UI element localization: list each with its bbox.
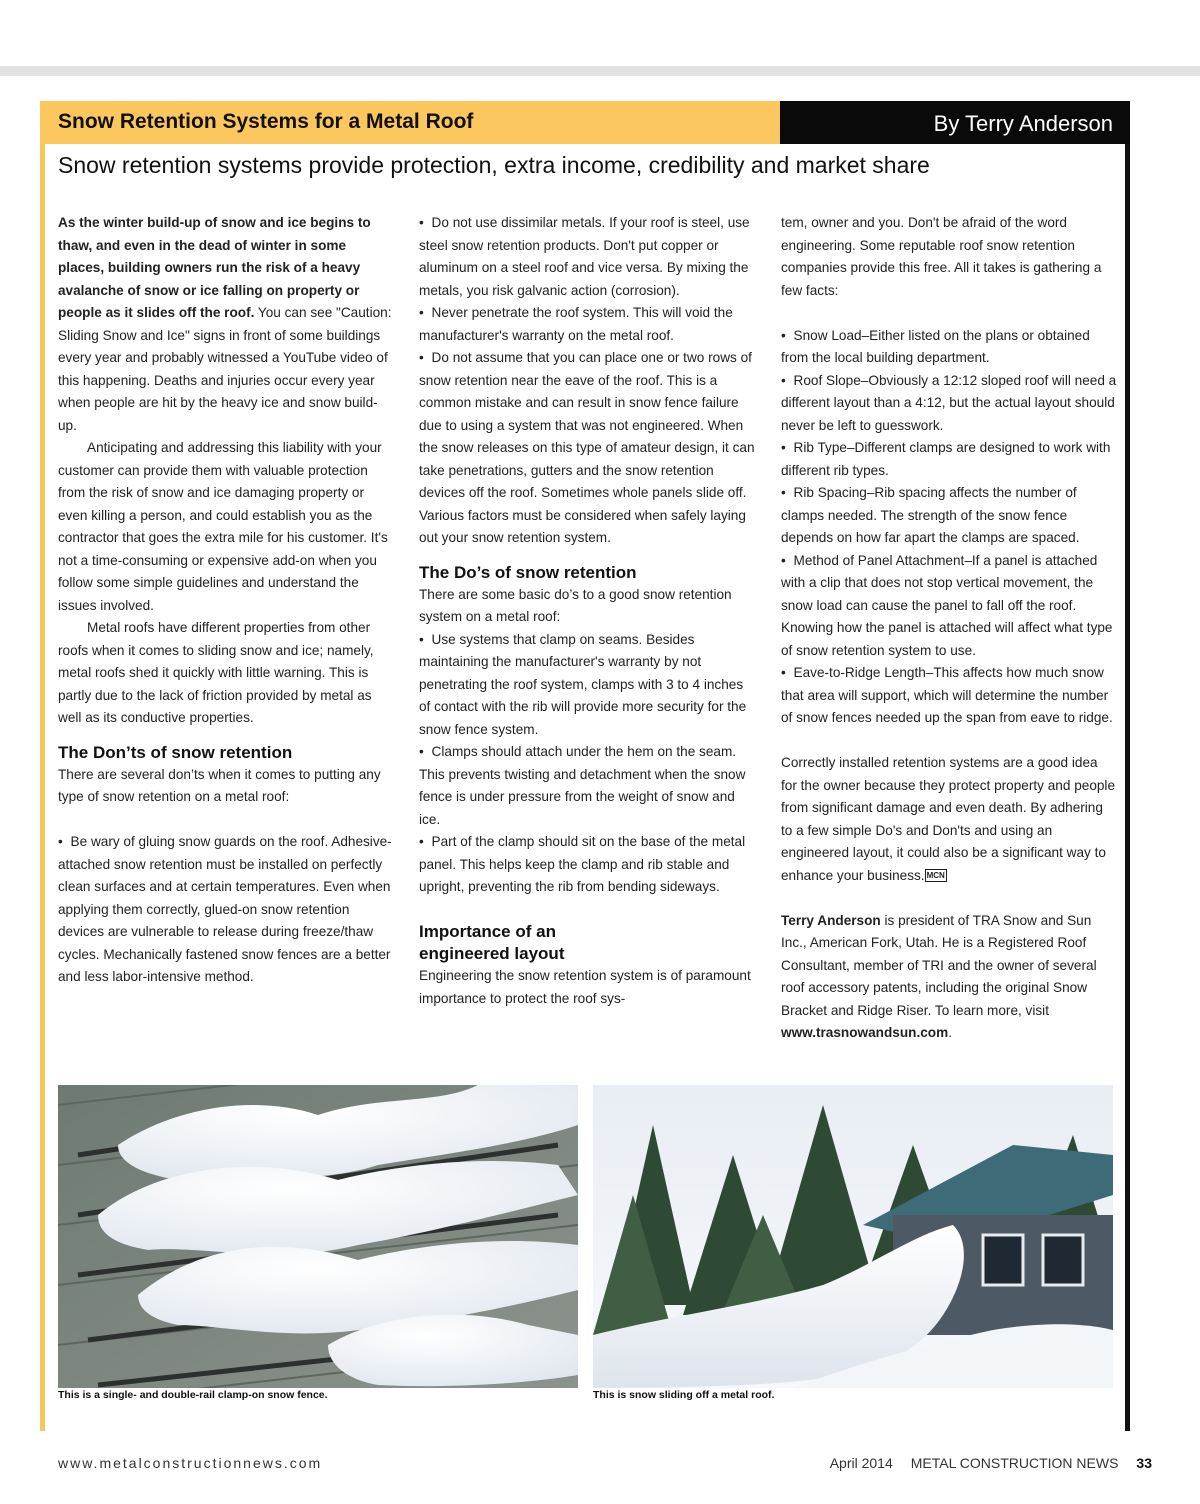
body-paragraph: Engineering the snow retention system is of paramount importance to protect the roof sys- (419, 968, 751, 1006)
list-item: • Be wary of gluing snow guards on the roof. Adhesive-attached snow retention must be installed on perfectly clean surfaces and at certain temperatures. Even when applying them correctly, glued-on snow retention devices are vulnerable to release during freeze/thaw cycles. Mechanically fastened snow fences are a better and less labor-intensive method. (58, 834, 392, 984)
page-number: 33 (1136, 1455, 1152, 1471)
photo-snow-sliding (593, 1085, 1113, 1388)
photo-snow-fence (58, 1085, 578, 1388)
column-3 (781, 212, 1117, 1045)
bullet-icon: • (419, 744, 424, 759)
bullet-icon: • (781, 440, 786, 455)
bullet-icon: • (419, 215, 424, 230)
author-website-link[interactable]: www.trasnowandsun.com (781, 1025, 949, 1040)
bullet-icon: • (58, 834, 63, 849)
byline: By Terry Anderson (933, 111, 1113, 136)
conclusion-paragraph: Correctly installed retention systems are a good idea for the owner because they protect property and people from significant damage and even death. By adhering to a few simple Do's and Don'ts and using an engineered layout, it could also be a significant way to enhance your business. MCN (781, 755, 1116, 883)
left-accent-rule (40, 101, 45, 1431)
article-subtitle: Snow retention systems provide protection, extra income, credibility and market share (58, 152, 930, 178)
footer-website[interactable]: www.metalconstructionnews.com (58, 1455, 323, 1471)
article-title: Snow Retention Systems for a Metal Roof (58, 110, 474, 133)
engineered-heading: Importance of an engineered layout (419, 922, 565, 963)
list-item: • Rib Type–Different clamps are designed to work with different rib types. (781, 440, 1111, 478)
body-paragraph: There are some basic do’s to a good snow retention system on a metal roof: (419, 586, 732, 624)
list-item: • Snow Load–Either listed on the plans or obtained from the local building department. (781, 327, 1090, 365)
list-item: • Use systems that clamp on seams. Besides maintaining the manufacturer's warranty by not penetrating the roof system, clamps with 3 to 4 inches of contact with the rib will provide more security for the snow fence system. (419, 631, 747, 737)
footer-info (830, 1455, 1152, 1471)
author-bio: Terry Anderson is president of TRA Snow and Sun Inc., American Fork, Utah. He is a Registered Roof Consultant, member of TRI and the owner of several roof accessory patents, including the original Snow Bracket and Ridge Riser. To learn more, visit www.trasnowandsun.com. (781, 912, 1097, 1040)
lead-bold-text: As the winter build-up of snow and ice begins to thaw, and even in the dead of winter in some places, building owners run the risk of a heavy avalanche of snow or ice falling on property or people as it slides off the roof. (58, 215, 371, 320)
photo-caption: This is a single- and double-rail clamp-on snow fence. (58, 1389, 328, 1401)
bullet-icon: • (781, 327, 786, 343)
bullet-icon: • (419, 631, 424, 647)
issue-date: April 2014 (829, 1455, 893, 1471)
body-paragraph: There are several don’ts when it comes to putting any type of snow retention on a metal roof: (58, 766, 381, 804)
list-item: • Rib Spacing–Rib spacing affects the number of clamps needed. The strength of the snow fence depends on how far apart the clamps are spaced. (781, 485, 1080, 545)
body-paragraph: Metal roofs have different properties from other roofs when it comes to sliding snow and ice; namely, metal roofs shed it quickly with little warning. This is partly due to the lack of friction provided by metal as well as its conductive properties. (58, 620, 374, 725)
bullet-icon: • (781, 665, 786, 680)
list-item: • Do not use dissimilar metals. If your roof is steel, use steel snow retention products. Don't put copper or aluminum on a steel roof and vice versa. By mixing the metals, you risk galvanic action (corrosion). (419, 215, 750, 298)
list-item: • Clamps should attach under the hem on the seam. This prevents twisting and detachment when the snow fence is under pressure from the weight of snow and ice. (419, 744, 746, 827)
photo-caption: This is snow sliding off a metal roof. (593, 1389, 775, 1401)
list-item: • Do not assume that you can place one or two rows of snow retention near the eave of the roof. This is a common mistake and can result in snow fence failure due to using a system that was not engineered. When the snow releases on this type of amateur design, it can take penetrations, gutters and the snow retention devices off the roof. Sometimes whole panels slide off. Various factors must be considered when safely laying out your snow retention system. (419, 350, 755, 545)
column-1 (58, 212, 394, 989)
bullet-icon: • (419, 305, 424, 320)
bullet-icon: • (419, 834, 424, 849)
bullet-icon: • (419, 350, 424, 365)
bullet-icon: • (781, 485, 786, 500)
list-item: • Eave-to-Ridge Length–This affects how much snow that area will support, which will determine the number of snow fences needed up the span from eave to ridge. (781, 665, 1113, 725)
author-name: Terry Anderson (781, 912, 881, 928)
list-item: • Never penetrate the roof system. This will void the manufacturer's warranty on the metal roof. (419, 305, 733, 343)
magazine-name: METAL CONSTRUCTION NEWS (910, 1455, 1119, 1471)
column-2 (419, 212, 755, 1010)
right-accent-rule (1125, 101, 1130, 1431)
lead-paragraph (58, 212, 394, 437)
body-paragraph: Anticipating and addressing this liability with your customer can provide them with valuable protection from the risk of snow and ice damaging property or even killing a person, and could establish you as the contractor that goes the extra mile for his customer. It's not a time-consuming or expensive add-on when you follow some simple guidelines and understand the issues involved. (58, 440, 388, 613)
list-item: • Roof Slope–Obviously a 12:12 sloped roof will need a different layout than a 4:12, but the actual layout should never be left to guesswork. (781, 372, 1117, 433)
top-gray-bar (0, 66, 1200, 76)
donts-heading: The Don’ts of snow retention (58, 742, 293, 762)
bullet-icon: • (781, 552, 786, 568)
body-paragraph: tem, owner and you. Don't be afraid of the word engineering. Some reputable roof snow retention companies provide this free. All it takes is gathering a few facts: (781, 215, 1102, 298)
list-item: • Part of the clamp should sit on the base of the metal panel. This helps keep the clamp and rib stable and upright, preventing the rib from bending sideways. (419, 834, 746, 894)
dos-heading: The Do’s of snow retention (419, 562, 637, 582)
bullet-icon: • (781, 372, 786, 388)
list-item: • Method of Panel Attachment–If a panel is attached with a clip that does not stop vertical movement, the snow load can cause the panel to fall off the roof. Knowing how the panel is attached will affect what type of snow retention system to use. (781, 552, 1113, 658)
end-mark-icon: MCN (926, 871, 945, 881)
lead-text: You can see "Caution: Sliding Snow and Ice" signs in front of some buildings every year and probably witnessed a YouTube video of this happening. Deaths and injuries occur every year when people are hit by the heavy ice and snow build-up. (58, 305, 392, 433)
